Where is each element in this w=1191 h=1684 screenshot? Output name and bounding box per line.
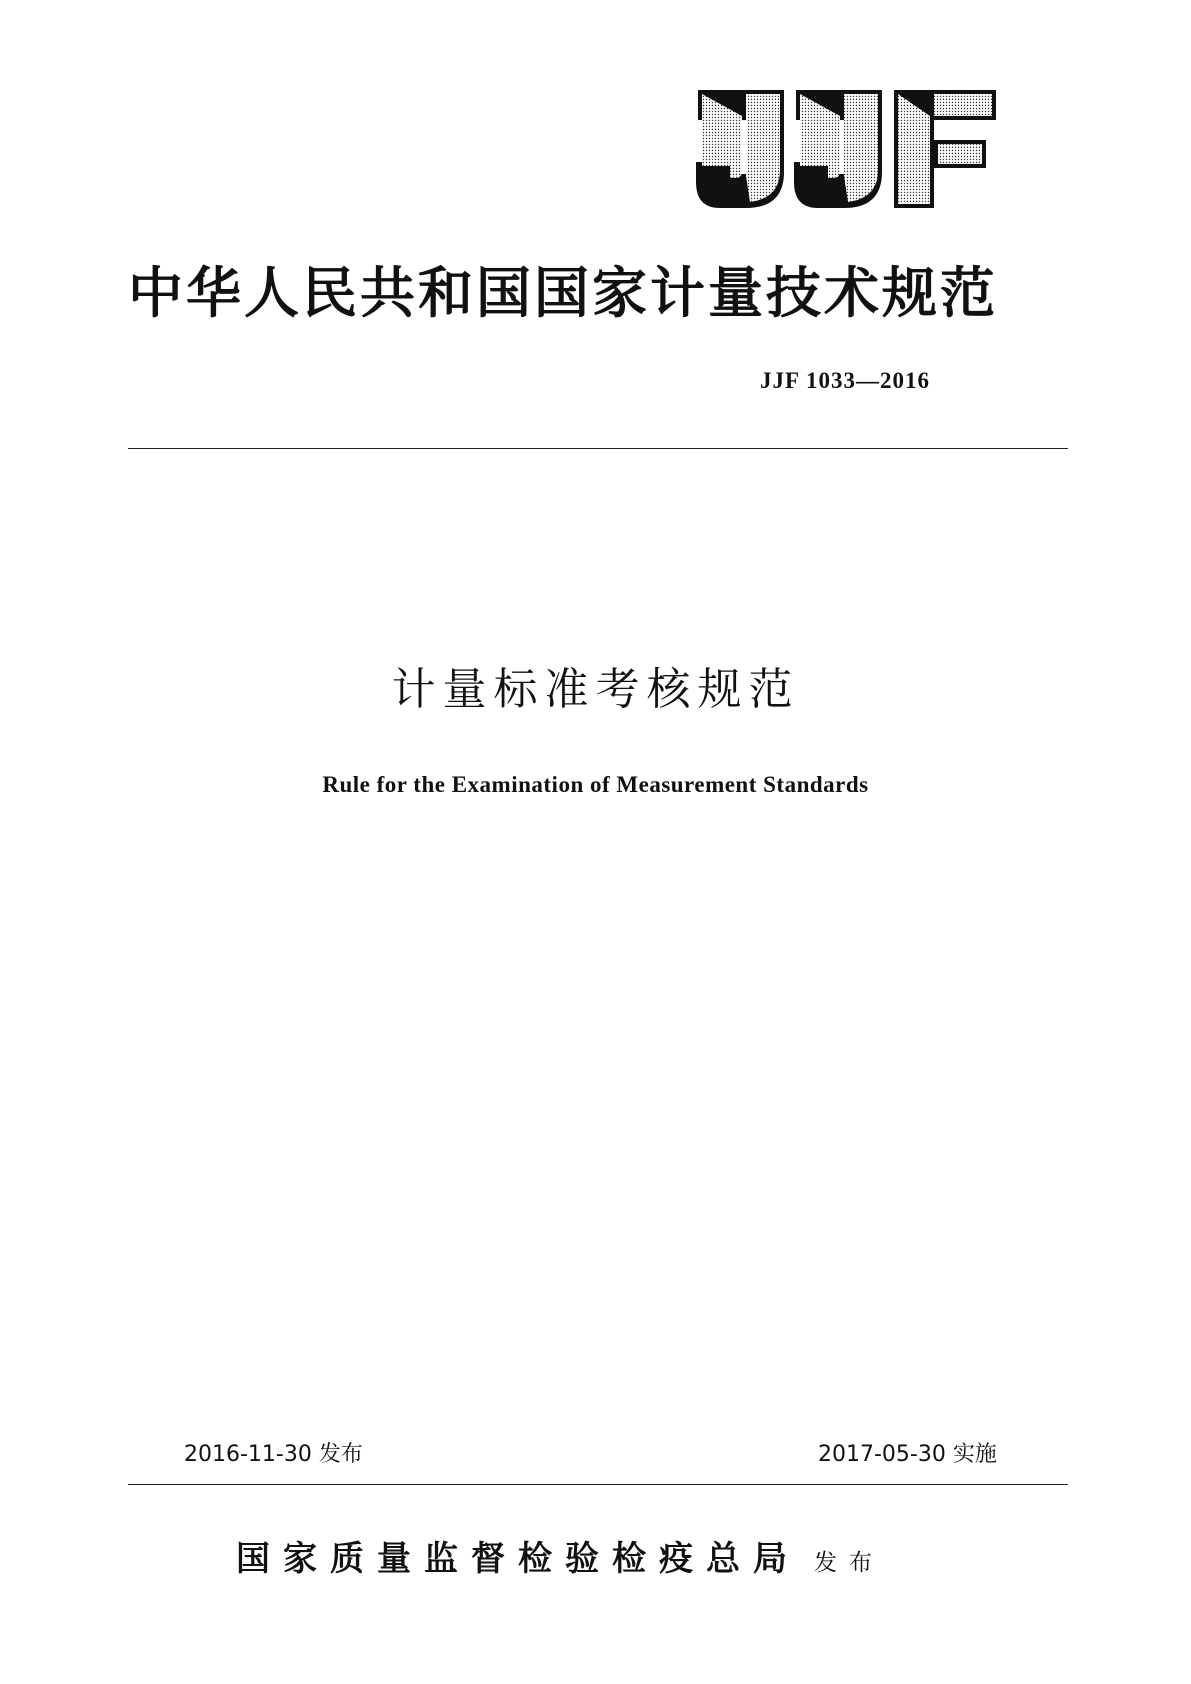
bottom-divider [128,1484,1068,1485]
logo-letter-j1 [696,90,784,208]
publisher-name: 国家质量监督检验检疫总局 [236,1539,800,1579]
logo-letter-j2 [794,90,882,208]
standard-number: JJF 1033—2016 [760,368,930,393]
issue-date: 2016-11-30 发布 [184,1442,363,1467]
publisher-line [236,1531,884,1580]
top-divider [128,448,1068,449]
logo-letter-f [894,90,996,208]
document-title-cn: 计量标准考核规范 [391,664,800,715]
main-title: 中华人民共和国国家计量技术规范 [128,260,999,325]
publisher-suffix: 发布 [814,1550,884,1576]
implementation-date: 2017-05-30 实施 [818,1442,997,1467]
document-title-en: Rule for the Examination of Measurement Standards [322,772,869,797]
jjf-logo [690,86,1000,212]
